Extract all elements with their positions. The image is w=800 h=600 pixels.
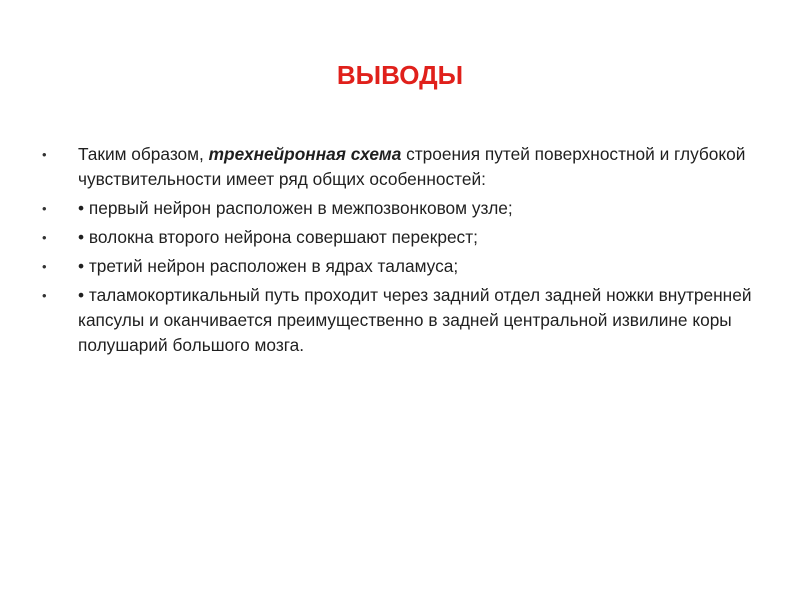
bullet-marker: • xyxy=(42,288,47,303)
bullet-text: • таламокортикальный путь проходит через задний отдел задней ножки внутренней капсулы и оканчивается преимущественно в задней центральной извилине коры полушарий большого мозга. xyxy=(78,285,752,355)
bullet-text: • первый нейрон расположен в межпозвонковом узле; xyxy=(78,198,513,218)
slide-title: ВЫВОДЫ xyxy=(336,60,464,90)
bullet-list xyxy=(40,142,760,362)
bullet-item xyxy=(40,196,760,221)
bullet-item-intro xyxy=(40,142,760,192)
bullet-item xyxy=(40,283,760,358)
bullet-text: • третий нейрон расположен в ядрах таламуса; xyxy=(78,256,459,276)
bullet-marker: • xyxy=(42,147,47,162)
intro-text-after: строения путей поверхностной и глубокой чувствительности имеет ряд общих особенностей: xyxy=(78,144,746,189)
bullet-marker: • xyxy=(42,201,47,216)
bullet-marker: • xyxy=(42,259,47,274)
intro-emphasis: трехнейронная схема xyxy=(208,144,402,164)
bullet-text: • волокна второго нейрона совершают перекрест; xyxy=(78,227,478,247)
bullet-text xyxy=(78,144,745,189)
bullet-marker: • xyxy=(42,230,47,245)
bullet-item xyxy=(40,254,760,279)
intro-text-before: Таким образом, xyxy=(78,144,209,164)
bullet-item xyxy=(40,225,760,250)
